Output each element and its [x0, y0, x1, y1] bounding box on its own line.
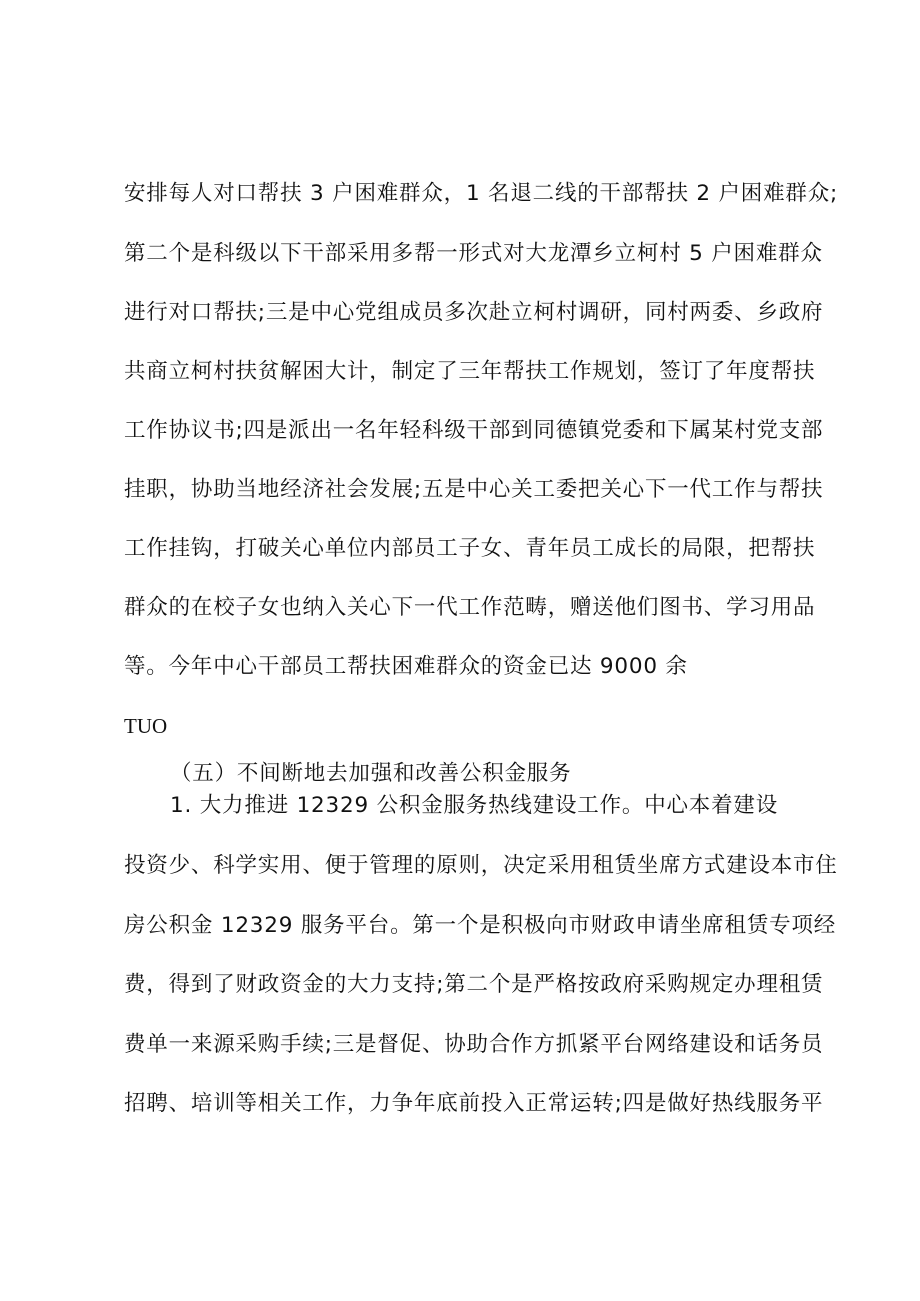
paragraph-line: 房公积金 12329 服务平台。第一个是积极向市财政申请坐席租赁专项经 [124, 913, 837, 938]
paragraph-line: 工作挂钩，打破关心单位内部员工子女、青年员工成长的局限，把帮扶 [124, 536, 816, 561]
paragraph-line: 进行对口帮扶;三是中心党组成员多次赴立柯村调研，同村两委、乡政府 [124, 300, 824, 325]
paragraph-line: 费，得到了财政资金的大力支持;第二个是严格按政府采购规定办理租赁 [124, 972, 824, 997]
section-heading: （五）不间断地去加强和改善公积金服务 [170, 761, 572, 786]
paragraph-line: 费单一来源采购手续;三是督促、协助合作方抓紧平台网络建设和话务员 [124, 1032, 824, 1057]
paragraph-line: 工作协议书;四是派出一名年轻科级干部到同德镇党委和下属某村党支部 [124, 418, 824, 443]
paragraph-line: 挂职，协助当地经济社会发展;五是中心关工委把关心下一代工作与帮扶 [124, 477, 824, 502]
paragraph-line: 招聘、培训等相关工作，力争年底前投入正常运转;四是做好热线服务平 [124, 1091, 824, 1116]
paragraph-line: 第二个是科级以下干部采用多帮一形式对大龙潭乡立柯村 5 户困难群众 [124, 241, 823, 266]
paragraph-line: 等。今年中心干部员工帮扶困难群众的资金已达 9000 余 [124, 654, 688, 679]
paragraph-line: 共商立柯村扶贫解困大计，制定了三年帮扶工作规划，签订了年度帮扶 [124, 359, 816, 384]
paragraph-line: 投资少、科学实用、便于管理的原则，决定采用租赁坐席方式建设本市住 [124, 853, 838, 878]
list-item-first-line: 1. 大力推进 12329 公积金服务热线建设工作。中心本着建设 [170, 793, 779, 818]
paragraph-line: 群众的在校子女也纳入关心下一代工作范畴，赠送他们图书、学习用品 [124, 595, 816, 620]
text-fragment: TUO [124, 714, 168, 738]
paragraph-line: 安排每人对口帮扶 3 户困难群众，1 名退二线的干部帮扶 2 户困难群众; [124, 181, 839, 206]
